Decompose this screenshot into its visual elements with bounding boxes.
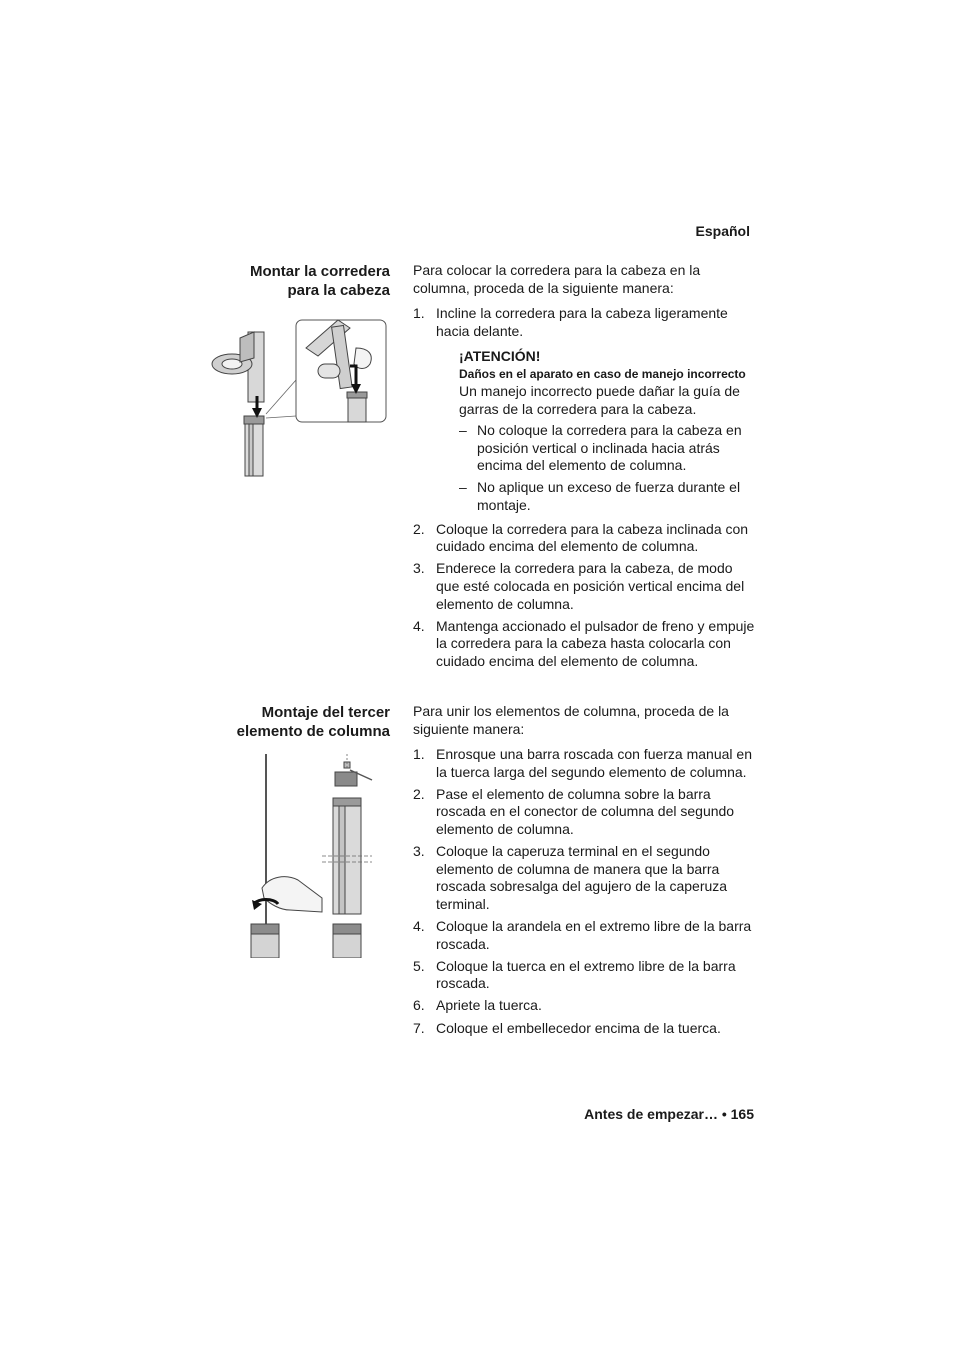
section-body-corredera [413,262,758,675]
step-number: 1. [413,305,425,322]
warning-item-text: No aplique un exceso de fuerza durante el montaje. [477,479,741,514]
warning-item-text: No coloque la corredera para la cabeza en posición vertical o inclinada hacia atrás encima del elemento de columna. [477,422,742,474]
section-body-columna [413,703,758,1042]
section-title-corredera [170,262,390,300]
step-number: 2. [413,785,425,802]
warning-title: ¡ATENCIÓN! [459,348,541,365]
list-item [413,997,758,1015]
step-number: 4. [413,617,425,634]
step-number: 3. [413,560,425,577]
step-text: Pase el elemento de columna sobre la barra roscada en el conector de columna del segundo elemento de columna. [436,785,735,838]
step-number: 7. [413,1019,425,1036]
step-number: 6. [413,997,425,1014]
section-title-line: para la cabeza [287,282,390,299]
step-number: 1. [413,746,425,763]
step-text: Apriete la tuerca. [436,997,542,1014]
warning-box [459,348,758,514]
column-element-illustration [240,752,390,958]
list-item [413,1020,758,1038]
language-label: Español [695,223,750,239]
step-text: Coloque la arandela en el extremo libre de la barra roscada. [436,918,752,952]
steps-list [413,305,758,340]
step-text: Coloque la caperuza terminal en el segundo elemento de columna de manera que la barra roscada sobresalga del agujero de la caperuza terminal. [436,843,728,912]
dash-bullet: – [459,479,467,496]
step-number: 4. [413,918,425,935]
step-text: Enderece la corredera para la cabeza, de modo que esté colocada en posición vertical encima del elemento de columna. [436,560,745,612]
headrest-slider-illustration [210,318,390,478]
list-item [413,786,758,839]
intro-text: Para colocar la corredera para la cabeza en la columna, proceda de la siguiente manera: [413,262,701,296]
steps-list [413,746,758,1037]
warning-subtitle: Daños en el aparato en caso de manejo incorrecto [459,366,746,381]
page-footer: Antes de empezar… • 165 [584,1106,754,1122]
step-text: Mantenga accionado el pulsador de freno y empuje la corredera para la cabeza hasta colocarla con cuidado encima del elemento de columna. [436,617,755,669]
step-number: 5. [413,957,425,974]
list-item [459,479,758,514]
step-text: Coloque la tuerca en el extremo libre de la barra roscada. [436,957,736,992]
step-number: 3. [413,843,425,860]
list-item [413,918,758,953]
step-text: Incline la corredera para la cabeza ligeramente hacia delante. [436,305,728,339]
list-item [413,746,758,781]
list-item [413,521,758,556]
section-title-line: Montar la corredera [249,263,390,280]
list-item [413,305,758,340]
step-text: Coloque el embellecedor encima de la tuerca. [436,1019,721,1036]
dash-bullet: – [459,422,467,439]
list-item [413,560,758,613]
step-text: Coloque la corredera para la cabeza inclinada con cuidado encima del elemento de columna. [436,520,749,555]
list-item [413,618,758,671]
warning-text: Un manejo incorrecto puede dañar la guía de garras de la corredera para la cabeza. [459,382,740,417]
warning-list [459,422,758,514]
list-item [413,843,758,913]
section-title-line: Montaje del tercer [261,704,390,721]
steps-list [413,521,758,671]
section-title-line: elemento de columna [236,723,390,740]
list-item [413,958,758,993]
section-title-columna [170,703,390,741]
list-item [459,422,758,475]
step-text: Enrosque una barra roscada con fuerza manual en la tuerca larga del segundo elemento de columna. [436,746,752,780]
step-number: 2. [413,520,425,537]
intro-text: Para unir los elementos de columna, proceda de la siguiente manera: [413,703,729,737]
